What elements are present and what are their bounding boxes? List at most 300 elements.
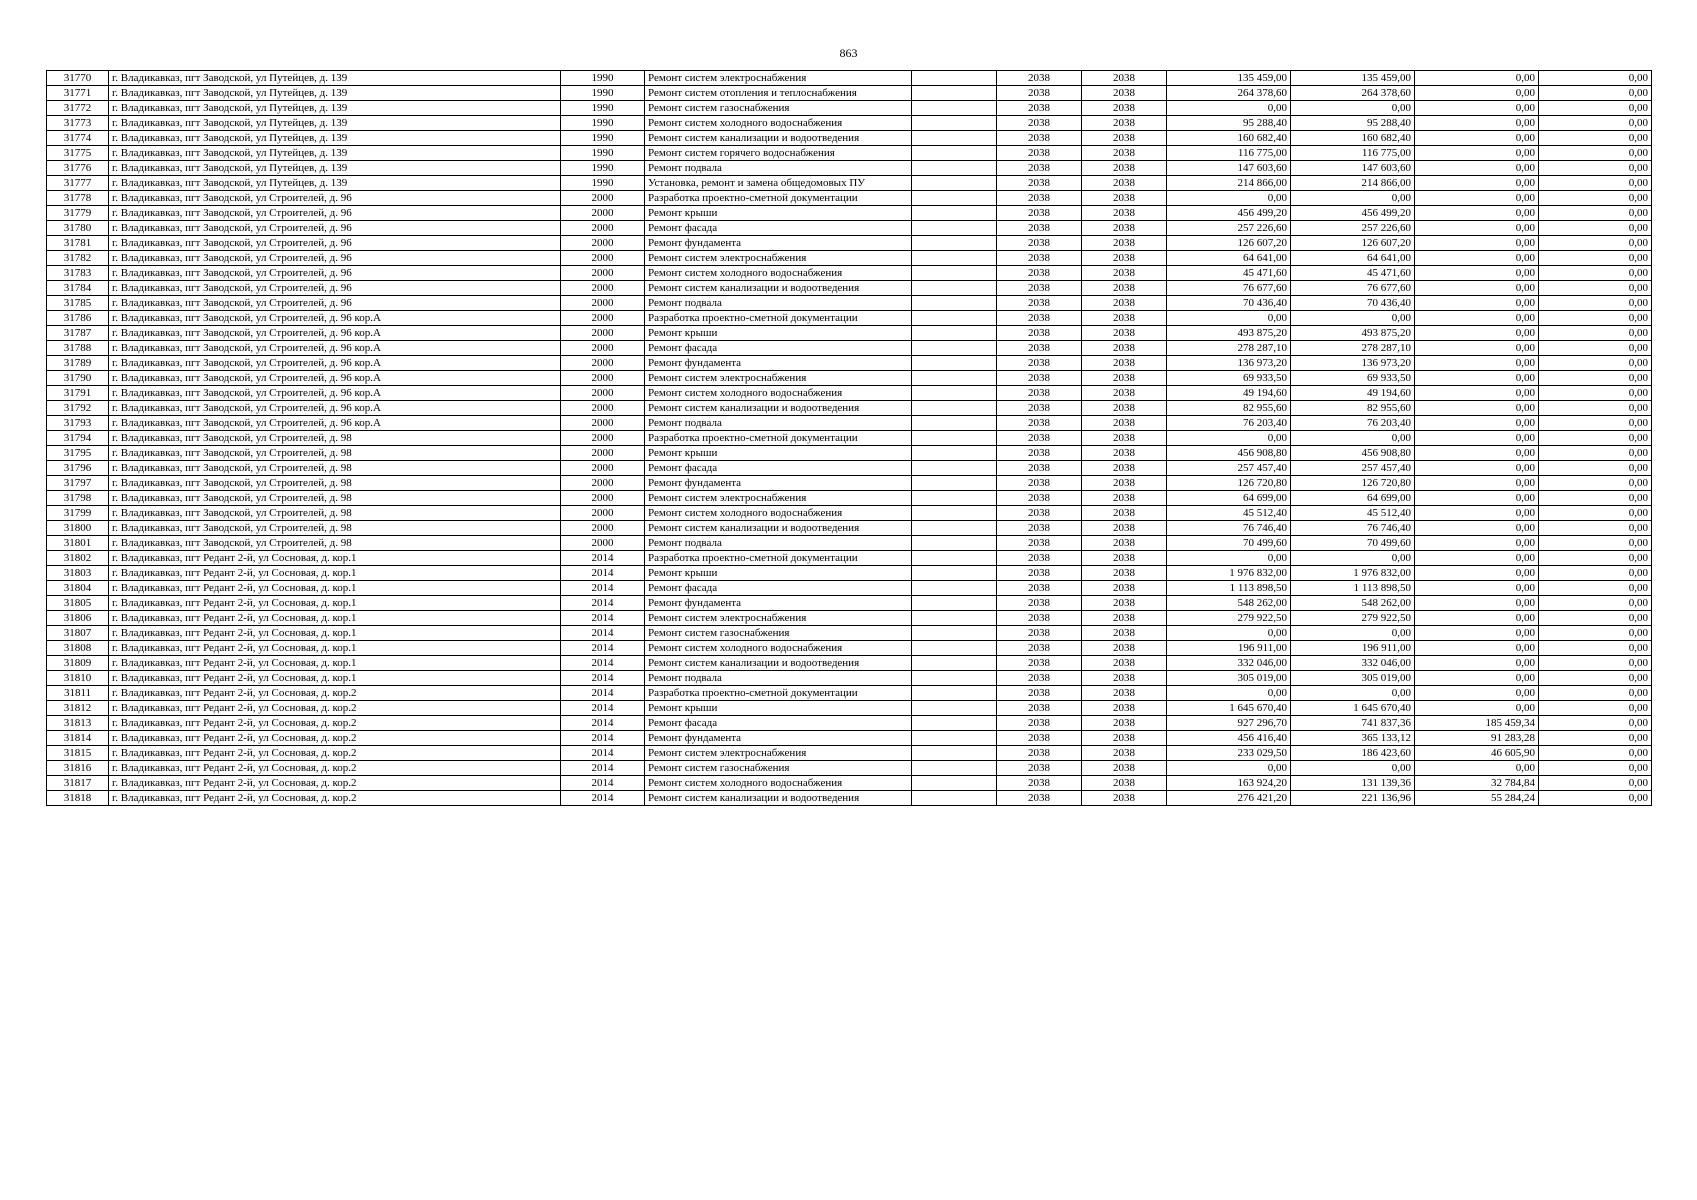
total-cost-cell: 163 924,20 [1167, 776, 1291, 791]
other-amount-cell: 0,00 [1539, 671, 1652, 686]
plan-year-end-cell: 2038 [1082, 431, 1167, 446]
empty-column-cell [912, 746, 997, 761]
build-year-cell: 2000 [561, 371, 645, 386]
plan-year-end-cell: 2038 [1082, 611, 1167, 626]
record-number-cell: 31806 [47, 611, 109, 626]
total-cost-cell: 147 603,60 [1167, 161, 1291, 176]
total-cost-cell: 196 911,00 [1167, 641, 1291, 656]
record-number-cell: 31775 [47, 146, 109, 161]
total-cost-cell: 76 203,40 [1167, 416, 1291, 431]
table-row [47, 146, 1652, 161]
total-cost-cell: 927 296,70 [1167, 716, 1291, 731]
empty-column-cell [912, 281, 997, 296]
address-cell: г. Владикавказ, пгт Заводской, ул Строителей, д. 96 кор.А [109, 416, 561, 431]
address-cell: г. Владикавказ, пгт Заводской, ул Путейцев, д. 139 [109, 86, 561, 101]
table-row [47, 341, 1652, 356]
build-year-cell: 2000 [561, 521, 645, 536]
build-year-cell: 2000 [561, 476, 645, 491]
build-year-cell: 2000 [561, 356, 645, 371]
fund-amount-cell: 221 136,96 [1291, 791, 1415, 806]
build-year-cell: 1990 [561, 116, 645, 131]
other-amount-cell: 0,00 [1539, 311, 1652, 326]
owner-amount-cell: 0,00 [1415, 701, 1539, 716]
work-type-cell: Ремонт подвала [645, 671, 912, 686]
address-cell: г. Владикавказ, пгт Редант 2-й, ул Сосновая, д. кор.1 [109, 581, 561, 596]
total-cost-cell: 49 194,60 [1167, 386, 1291, 401]
fund-amount-cell: 136 973,20 [1291, 356, 1415, 371]
plan-year-end-cell: 2038 [1082, 341, 1167, 356]
empty-column-cell [912, 461, 997, 476]
record-number-cell: 31794 [47, 431, 109, 446]
build-year-cell: 2000 [561, 401, 645, 416]
total-cost-cell: 332 046,00 [1167, 656, 1291, 671]
page-number: 863 [839, 46, 858, 60]
build-year-cell: 2014 [561, 596, 645, 611]
address-cell: г. Владикавказ, пгт Заводской, ул Строителей, д. 96 кор.А [109, 386, 561, 401]
record-number-cell: 31770 [47, 71, 109, 86]
other-amount-cell: 0,00 [1539, 221, 1652, 236]
other-amount-cell: 0,00 [1539, 131, 1652, 146]
plan-year-start-cell: 2038 [997, 251, 1082, 266]
fund-amount-cell: 95 288,40 [1291, 116, 1415, 131]
owner-amount-cell: 0,00 [1415, 431, 1539, 446]
other-amount-cell: 0,00 [1539, 431, 1652, 446]
empty-column-cell [912, 671, 997, 686]
table-row [47, 686, 1652, 701]
work-type-cell: Ремонт систем канализации и водоотведения [645, 281, 912, 296]
plan-year-end-cell: 2038 [1082, 701, 1167, 716]
owner-amount-cell: 0,00 [1415, 116, 1539, 131]
empty-column-cell [912, 86, 997, 101]
address-cell: г. Владикавказ, пгт Редант 2-й, ул Сосновая, д. кор.1 [109, 671, 561, 686]
build-year-cell: 2014 [561, 626, 645, 641]
other-amount-cell: 0,00 [1539, 281, 1652, 296]
plan-year-end-cell: 2038 [1082, 476, 1167, 491]
table-row [47, 611, 1652, 626]
record-number-cell: 31811 [47, 686, 109, 701]
work-type-cell: Ремонт крыши [645, 566, 912, 581]
other-amount-cell: 0,00 [1539, 701, 1652, 716]
other-amount-cell: 0,00 [1539, 296, 1652, 311]
record-number-cell: 31803 [47, 566, 109, 581]
work-type-cell: Ремонт систем холодного водоснабжения [645, 266, 912, 281]
owner-amount-cell: 0,00 [1415, 71, 1539, 86]
plan-year-start-cell: 2038 [997, 551, 1082, 566]
total-cost-cell: 493 875,20 [1167, 326, 1291, 341]
empty-column-cell [912, 626, 997, 641]
plan-year-start-cell: 2038 [997, 221, 1082, 236]
other-amount-cell: 0,00 [1539, 116, 1652, 131]
record-number-cell: 31807 [47, 626, 109, 641]
other-amount-cell: 0,00 [1539, 566, 1652, 581]
address-cell: г. Владикавказ, пгт Заводской, ул Строителей, д. 96 кор.А [109, 356, 561, 371]
owner-amount-cell: 0,00 [1415, 446, 1539, 461]
total-cost-cell: 70 436,40 [1167, 296, 1291, 311]
fund-amount-cell: 0,00 [1291, 761, 1415, 776]
total-cost-cell: 233 029,50 [1167, 746, 1291, 761]
fund-amount-cell: 131 139,36 [1291, 776, 1415, 791]
fund-amount-cell: 147 603,60 [1291, 161, 1415, 176]
table-row [47, 236, 1652, 251]
address-cell: г. Владикавказ, пгт Редант 2-й, ул Сосновая, д. кор.1 [109, 596, 561, 611]
build-year-cell: 2014 [561, 776, 645, 791]
plan-year-start-cell: 2038 [997, 101, 1082, 116]
total-cost-cell: 160 682,40 [1167, 131, 1291, 146]
fund-amount-cell: 548 262,00 [1291, 596, 1415, 611]
fund-amount-cell: 214 866,00 [1291, 176, 1415, 191]
empty-column-cell [912, 791, 997, 806]
total-cost-cell: 116 775,00 [1167, 146, 1291, 161]
empty-column-cell [912, 251, 997, 266]
plan-year-end-cell: 2038 [1082, 581, 1167, 596]
work-type-cell: Ремонт систем электроснабжения [645, 371, 912, 386]
table-row [47, 581, 1652, 596]
plan-year-end-cell: 2038 [1082, 326, 1167, 341]
record-number-cell: 31801 [47, 536, 109, 551]
total-cost-cell: 45 471,60 [1167, 266, 1291, 281]
build-year-cell: 2014 [561, 701, 645, 716]
owner-amount-cell: 0,00 [1415, 266, 1539, 281]
record-number-cell: 31787 [47, 326, 109, 341]
build-year-cell: 1990 [561, 131, 645, 146]
owner-amount-cell: 0,00 [1415, 596, 1539, 611]
record-number-cell: 31782 [47, 251, 109, 266]
record-number-cell: 31813 [47, 716, 109, 731]
empty-column-cell [912, 326, 997, 341]
owner-amount-cell: 0,00 [1415, 281, 1539, 296]
owner-amount-cell: 0,00 [1415, 476, 1539, 491]
address-cell: г. Владикавказ, пгт Редант 2-й, ул Сосновая, д. кор.2 [109, 791, 561, 806]
total-cost-cell: 456 908,80 [1167, 446, 1291, 461]
total-cost-cell: 0,00 [1167, 311, 1291, 326]
plan-year-end-cell: 2038 [1082, 551, 1167, 566]
plan-year-end-cell: 2038 [1082, 596, 1167, 611]
other-amount-cell: 0,00 [1539, 416, 1652, 431]
owner-amount-cell: 0,00 [1415, 311, 1539, 326]
owner-amount-cell: 0,00 [1415, 356, 1539, 371]
empty-column-cell [912, 446, 997, 461]
plan-year-end-cell: 2038 [1082, 176, 1167, 191]
build-year-cell: 2000 [561, 461, 645, 476]
total-cost-cell: 0,00 [1167, 431, 1291, 446]
owner-amount-cell: 0,00 [1415, 206, 1539, 221]
work-type-cell: Разработка проектно-сметной документации [645, 686, 912, 701]
owner-amount-cell: 185 459,34 [1415, 716, 1539, 731]
table-row [47, 761, 1652, 776]
plan-year-start-cell: 2038 [997, 386, 1082, 401]
plan-year-start-cell: 2038 [997, 341, 1082, 356]
other-amount-cell: 0,00 [1539, 386, 1652, 401]
plan-year-end-cell: 2038 [1082, 101, 1167, 116]
table-row [47, 206, 1652, 221]
plan-year-start-cell: 2038 [997, 326, 1082, 341]
table-row [47, 101, 1652, 116]
table-row [47, 221, 1652, 236]
address-cell: г. Владикавказ, пгт Заводской, ул Путейцев, д. 139 [109, 131, 561, 146]
work-type-cell: Ремонт систем канализации и водоотведения [645, 791, 912, 806]
plan-year-end-cell: 2038 [1082, 776, 1167, 791]
owner-amount-cell: 46 605,90 [1415, 746, 1539, 761]
plan-year-start-cell: 2038 [997, 371, 1082, 386]
plan-year-start-cell: 2038 [997, 206, 1082, 221]
owner-amount-cell: 0,00 [1415, 236, 1539, 251]
fund-amount-cell: 70 499,60 [1291, 536, 1415, 551]
record-number-cell: 31785 [47, 296, 109, 311]
empty-column-cell [912, 71, 997, 86]
empty-column-cell [912, 716, 997, 731]
total-cost-cell: 257 226,60 [1167, 221, 1291, 236]
owner-amount-cell: 0,00 [1415, 101, 1539, 116]
total-cost-cell: 76 746,40 [1167, 521, 1291, 536]
plan-year-start-cell: 2038 [997, 86, 1082, 101]
owner-amount-cell: 55 284,24 [1415, 791, 1539, 806]
fund-amount-cell: 0,00 [1291, 551, 1415, 566]
fund-amount-cell: 0,00 [1291, 686, 1415, 701]
address-cell: г. Владикавказ, пгт Редант 2-й, ул Сосновая, д. кор.2 [109, 686, 561, 701]
empty-column-cell [912, 431, 997, 446]
address-cell: г. Владикавказ, пгт Редант 2-й, ул Сосновая, д. кор.2 [109, 716, 561, 731]
build-year-cell: 2000 [561, 191, 645, 206]
empty-column-cell [912, 536, 997, 551]
build-year-cell: 2014 [561, 566, 645, 581]
plan-year-end-cell: 2038 [1082, 566, 1167, 581]
work-type-cell: Ремонт систем газоснабжения [645, 761, 912, 776]
address-cell: г. Владикавказ, пгт Редант 2-й, ул Сосновая, д. кор.1 [109, 566, 561, 581]
build-year-cell: 2000 [561, 251, 645, 266]
table-row [47, 536, 1652, 551]
owner-amount-cell: 0,00 [1415, 221, 1539, 236]
fund-amount-cell: 64 699,00 [1291, 491, 1415, 506]
plan-year-start-cell: 2038 [997, 746, 1082, 761]
fund-amount-cell: 741 837,36 [1291, 716, 1415, 731]
empty-column-cell [912, 236, 997, 251]
empty-column-cell [912, 131, 997, 146]
fund-amount-cell: 70 436,40 [1291, 296, 1415, 311]
plan-year-end-cell: 2038 [1082, 716, 1167, 731]
owner-amount-cell: 0,00 [1415, 686, 1539, 701]
plan-year-end-cell: 2038 [1082, 746, 1167, 761]
address-cell: г. Владикавказ, пгт Заводской, ул Путейцев, д. 139 [109, 101, 561, 116]
plan-year-start-cell: 2038 [997, 686, 1082, 701]
plan-year-start-cell: 2038 [997, 116, 1082, 131]
build-year-cell: 2014 [561, 551, 645, 566]
plan-year-start-cell: 2038 [997, 71, 1082, 86]
plan-year-end-cell: 2038 [1082, 281, 1167, 296]
other-amount-cell: 0,00 [1539, 176, 1652, 191]
total-cost-cell: 264 378,60 [1167, 86, 1291, 101]
fund-amount-cell: 76 203,40 [1291, 416, 1415, 431]
address-cell: г. Владикавказ, пгт Заводской, ул Строителей, д. 96 кор.А [109, 326, 561, 341]
build-year-cell: 2014 [561, 731, 645, 746]
address-cell: г. Владикавказ, пгт Заводской, ул Строителей, д. 96 [109, 206, 561, 221]
plan-year-start-cell: 2038 [997, 656, 1082, 671]
address-cell: г. Владикавказ, пгт Редант 2-й, ул Сосновая, д. кор.2 [109, 701, 561, 716]
plan-year-end-cell: 2038 [1082, 116, 1167, 131]
owner-amount-cell: 0,00 [1415, 551, 1539, 566]
owner-amount-cell: 0,00 [1415, 761, 1539, 776]
fund-amount-cell: 0,00 [1291, 311, 1415, 326]
fund-amount-cell: 278 287,10 [1291, 341, 1415, 356]
fund-amount-cell: 456 908,80 [1291, 446, 1415, 461]
work-type-cell: Ремонт подвала [645, 536, 912, 551]
fund-amount-cell: 45 471,60 [1291, 266, 1415, 281]
work-type-cell: Ремонт фундамента [645, 356, 912, 371]
record-number-cell: 31792 [47, 401, 109, 416]
empty-column-cell [912, 416, 997, 431]
work-type-cell: Ремонт крыши [645, 206, 912, 221]
table-row [47, 551, 1652, 566]
record-number-cell: 31789 [47, 356, 109, 371]
work-type-cell: Ремонт крыши [645, 701, 912, 716]
address-cell: г. Владикавказ, пгт Заводской, ул Строителей, д. 98 [109, 431, 561, 446]
owner-amount-cell: 0,00 [1415, 191, 1539, 206]
plan-year-end-cell: 2038 [1082, 311, 1167, 326]
work-type-cell: Ремонт систем электроснабжения [645, 71, 912, 86]
total-cost-cell: 548 262,00 [1167, 596, 1291, 611]
table-row [47, 521, 1652, 536]
total-cost-cell: 456 499,20 [1167, 206, 1291, 221]
plan-year-start-cell: 2038 [997, 191, 1082, 206]
empty-column-cell [912, 506, 997, 521]
build-year-cell: 2014 [561, 581, 645, 596]
owner-amount-cell: 0,00 [1415, 326, 1539, 341]
plan-year-end-cell: 2038 [1082, 206, 1167, 221]
address-cell: г. Владикавказ, пгт Редант 2-й, ул Сосновая, д. кор.1 [109, 656, 561, 671]
total-cost-cell: 64 699,00 [1167, 491, 1291, 506]
plan-year-end-cell: 2038 [1082, 86, 1167, 101]
record-number-cell: 31778 [47, 191, 109, 206]
plan-year-end-cell: 2038 [1082, 146, 1167, 161]
plan-year-end-cell: 2038 [1082, 461, 1167, 476]
address-cell: г. Владикавказ, пгт Заводской, ул Строителей, д. 98 [109, 446, 561, 461]
record-number-cell: 31781 [47, 236, 109, 251]
empty-column-cell [912, 206, 997, 221]
empty-column-cell [912, 686, 997, 701]
capital-repair-register-table [46, 70, 1652, 806]
table-row [47, 566, 1652, 581]
plan-year-end-cell: 2038 [1082, 761, 1167, 776]
fund-amount-cell: 186 423,60 [1291, 746, 1415, 761]
address-cell: г. Владикавказ, пгт Заводской, ул Путейцев, д. 139 [109, 176, 561, 191]
plan-year-end-cell: 2038 [1082, 686, 1167, 701]
address-cell: г. Владикавказ, пгт Заводской, ул Строителей, д. 98 [109, 476, 561, 491]
plan-year-start-cell: 2038 [997, 761, 1082, 776]
other-amount-cell: 0,00 [1539, 551, 1652, 566]
work-type-cell: Разработка проектно-сметной документации [645, 551, 912, 566]
plan-year-start-cell: 2038 [997, 401, 1082, 416]
address-cell: г. Владикавказ, пгт Заводской, ул Путейцев, д. 139 [109, 116, 561, 131]
work-type-cell: Ремонт фасада [645, 221, 912, 236]
total-cost-cell: 95 288,40 [1167, 116, 1291, 131]
other-amount-cell: 0,00 [1539, 716, 1652, 731]
owner-amount-cell: 32 784,84 [1415, 776, 1539, 791]
other-amount-cell: 0,00 [1539, 371, 1652, 386]
address-cell: г. Владикавказ, пгт Редант 2-й, ул Сосновая, д. кор.2 [109, 746, 561, 761]
total-cost-cell: 82 955,60 [1167, 401, 1291, 416]
fund-amount-cell: 126 720,80 [1291, 476, 1415, 491]
build-year-cell: 2000 [561, 416, 645, 431]
other-amount-cell: 0,00 [1539, 401, 1652, 416]
other-amount-cell: 0,00 [1539, 341, 1652, 356]
other-amount-cell: 0,00 [1539, 746, 1652, 761]
plan-year-start-cell: 2038 [997, 506, 1082, 521]
work-type-cell: Ремонт крыши [645, 446, 912, 461]
plan-year-start-cell: 2038 [997, 356, 1082, 371]
work-type-cell: Ремонт систем горячего водоснабжения [645, 146, 912, 161]
address-cell: г. Владикавказ, пгт Редант 2-й, ул Сосновая, д. кор.1 [109, 551, 561, 566]
plan-year-start-cell: 2038 [997, 731, 1082, 746]
build-year-cell: 2000 [561, 266, 645, 281]
other-amount-cell: 0,00 [1539, 71, 1652, 86]
record-number-cell: 31793 [47, 416, 109, 431]
fund-amount-cell: 257 226,60 [1291, 221, 1415, 236]
empty-column-cell [912, 176, 997, 191]
plan-year-start-cell: 2038 [997, 161, 1082, 176]
work-type-cell: Ремонт фундамента [645, 731, 912, 746]
table-row [47, 476, 1652, 491]
work-type-cell: Ремонт фундамента [645, 236, 912, 251]
record-number-cell: 31790 [47, 371, 109, 386]
build-year-cell: 2000 [561, 236, 645, 251]
record-number-cell: 31816 [47, 761, 109, 776]
plan-year-end-cell: 2038 [1082, 791, 1167, 806]
plan-year-end-cell: 2038 [1082, 491, 1167, 506]
record-number-cell: 31777 [47, 176, 109, 191]
work-type-cell: Ремонт систем канализации и водоотведения [645, 656, 912, 671]
build-year-cell: 2000 [561, 386, 645, 401]
fund-amount-cell: 82 955,60 [1291, 401, 1415, 416]
total-cost-cell: 0,00 [1167, 761, 1291, 776]
work-type-cell: Ремонт систем электроснабжения [645, 251, 912, 266]
build-year-cell: 2000 [561, 536, 645, 551]
table-row [47, 71, 1652, 86]
build-year-cell: 2000 [561, 506, 645, 521]
record-number-cell: 31802 [47, 551, 109, 566]
table-row [47, 251, 1652, 266]
plan-year-end-cell: 2038 [1082, 671, 1167, 686]
total-cost-cell: 257 457,40 [1167, 461, 1291, 476]
record-number-cell: 31810 [47, 671, 109, 686]
build-year-cell: 2000 [561, 311, 645, 326]
record-number-cell: 31774 [47, 131, 109, 146]
total-cost-cell: 136 973,20 [1167, 356, 1291, 371]
plan-year-end-cell: 2038 [1082, 236, 1167, 251]
address-cell: г. Владикавказ, пгт Заводской, ул Строителей, д. 96 [109, 251, 561, 266]
plan-year-start-cell: 2038 [997, 701, 1082, 716]
other-amount-cell: 0,00 [1539, 236, 1652, 251]
table-row [47, 311, 1652, 326]
empty-column-cell [912, 566, 997, 581]
table-row [47, 356, 1652, 371]
fund-amount-cell: 456 499,20 [1291, 206, 1415, 221]
fund-amount-cell: 0,00 [1291, 431, 1415, 446]
plan-year-end-cell: 2038 [1082, 536, 1167, 551]
table-row [47, 116, 1652, 131]
table-row [47, 176, 1652, 191]
address-cell: г. Владикавказ, пгт Заводской, ул Строителей, д. 96 кор.А [109, 401, 561, 416]
fund-amount-cell: 135 459,00 [1291, 71, 1415, 86]
other-amount-cell: 0,00 [1539, 536, 1652, 551]
table-row [47, 701, 1652, 716]
empty-column-cell [912, 191, 997, 206]
record-number-cell: 31783 [47, 266, 109, 281]
record-number-cell: 31818 [47, 791, 109, 806]
other-amount-cell: 0,00 [1539, 146, 1652, 161]
other-amount-cell: 0,00 [1539, 206, 1652, 221]
plan-year-end-cell: 2038 [1082, 521, 1167, 536]
record-number-cell: 31795 [47, 446, 109, 461]
fund-amount-cell: 116 775,00 [1291, 146, 1415, 161]
